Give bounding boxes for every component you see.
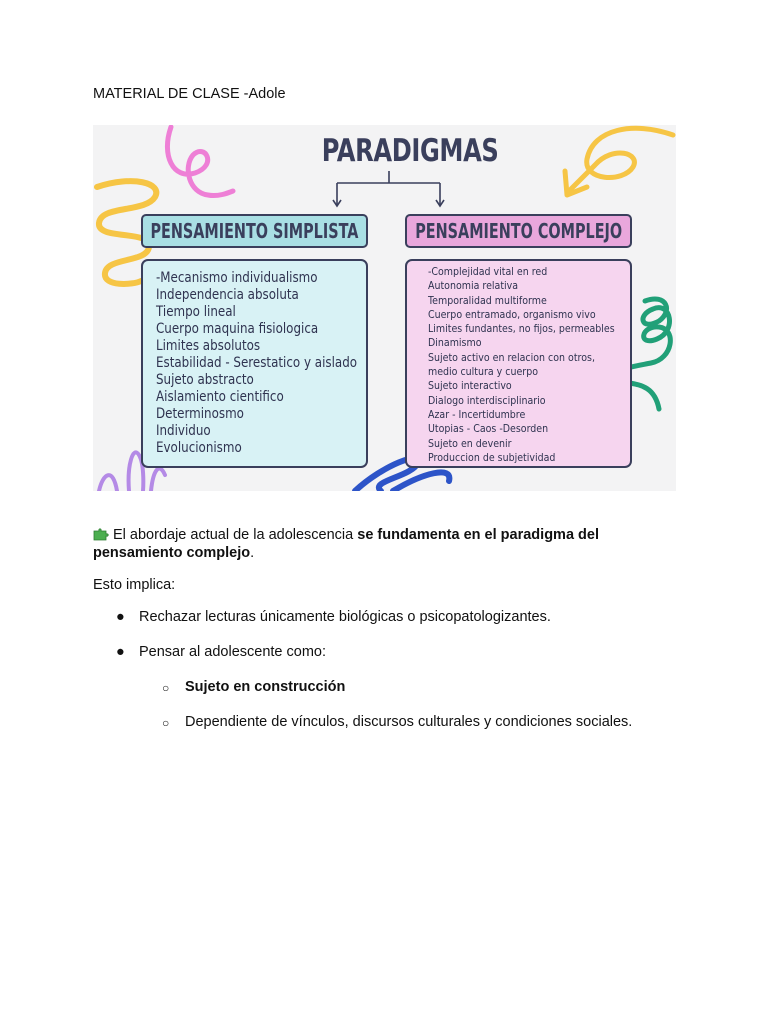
list-item: -Complejidad vital en red bbox=[428, 265, 548, 278]
list-item: Utopias - Caos -Desorden bbox=[428, 422, 549, 436]
bullet-text: Rechazar lecturas únicamente biológicas o psicopatologizantes. bbox=[139, 609, 551, 625]
list-item: Temporalidad multiforme bbox=[428, 293, 547, 307]
pink-squiggle bbox=[167, 127, 233, 196]
bullet-marker: ● bbox=[116, 644, 125, 660]
list-item: Cuerpo entramado, organismo vivo bbox=[428, 307, 596, 321]
list-item: Independencia absoluta bbox=[156, 287, 299, 303]
paradigms-title: PARADIGMAS bbox=[321, 133, 499, 169]
bullet-marker: ● bbox=[116, 609, 125, 625]
list-item: Cuerpo maquina fisiologica bbox=[156, 321, 319, 337]
list-item: Evolucionismo bbox=[156, 440, 242, 456]
list-item: Limites fundantes, no fijos, permeables bbox=[428, 322, 615, 336]
intro-paragraph: El abordaje actual de la adolescencia se fundamenta en el paradigma del pensamiento complejo. bbox=[93, 527, 599, 561]
list-item: Autonomia relativa bbox=[428, 279, 519, 293]
list-item: Sujeto interactivo bbox=[428, 379, 512, 393]
list-item: Limites absolutos bbox=[156, 338, 261, 354]
document-title: MATERIAL DE CLASE -Adole bbox=[93, 86, 286, 102]
list-item: Sujeto activo en relacion con otros, bbox=[428, 350, 595, 364]
tree-connector bbox=[333, 171, 444, 206]
list-item: Tiempo lineal bbox=[156, 304, 236, 320]
sub-bullet-text: Sujeto en construcción bbox=[185, 679, 346, 695]
puzzle-piece-icon bbox=[93, 527, 109, 541]
implies-paragraph: Esto implica: bbox=[93, 577, 176, 593]
list-item: Estabilidad - Serestatico y aislado bbox=[156, 355, 358, 371]
yellow-arrow bbox=[569, 128, 673, 191]
list-item: Sujeto abstracto bbox=[156, 372, 254, 388]
list-item: Dinamismo bbox=[428, 336, 482, 350]
simplistic-thinking-list bbox=[141, 259, 368, 468]
simplistic-thinking-header: PENSAMIENTO SIMPLISTA bbox=[141, 214, 368, 248]
list-item: Aislamiento cientifico bbox=[156, 389, 284, 405]
list-item: Individuo bbox=[156, 423, 211, 439]
list-item: Determinosmo bbox=[156, 406, 244, 422]
list-item: Produccion de subjetividad bbox=[428, 450, 556, 464]
sub-bullet-text: Dependiente de vínculos, discursos culturales y condiciones sociales. bbox=[185, 714, 633, 730]
list-item: Azar - Incertidumbre bbox=[428, 407, 526, 421]
sub-bullet-marker: ○ bbox=[162, 716, 170, 730]
list-item: Sujeto en devenir bbox=[428, 436, 512, 450]
paradigms-infographic bbox=[93, 125, 676, 491]
sub-bullet-marker: ○ bbox=[162, 681, 170, 695]
complex-thinking-header: PENSAMIENTO COMPLEJO bbox=[405, 214, 632, 248]
bullet-text: Pensar al adolescente como: bbox=[139, 644, 326, 660]
complex-thinking-list bbox=[405, 259, 632, 468]
list-item: medio cultura y cuerpo bbox=[428, 365, 538, 379]
list-item: -Mecanismo individualismo bbox=[156, 270, 318, 286]
list-item: Dialogo interdisciplinario bbox=[428, 393, 546, 407]
